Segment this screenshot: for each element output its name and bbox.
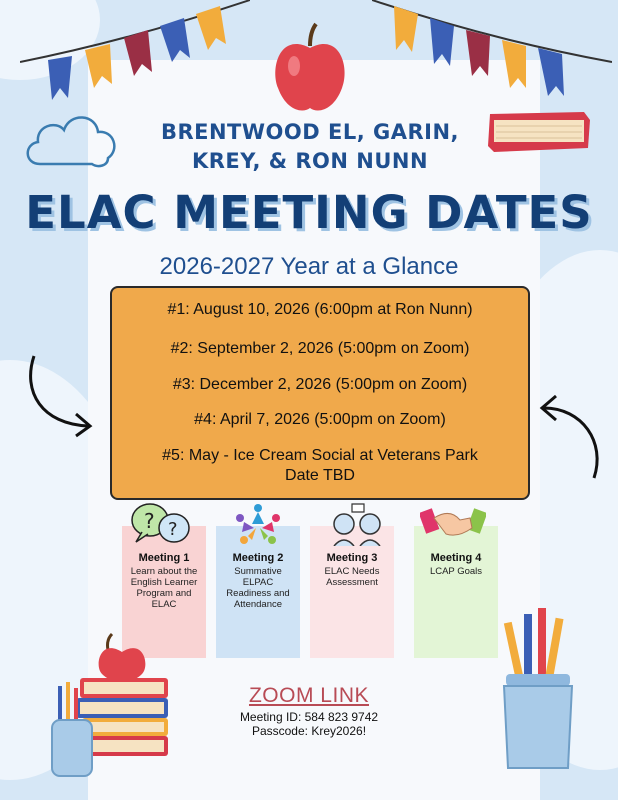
school-names xyxy=(110,118,510,176)
meeting-card-title: Meeting 2 xyxy=(232,552,284,564)
date-item-2: #2: September 2, 2026 (5:00pm on Zoom) xyxy=(170,340,470,357)
school-names-line2: KREY, & RON NUNN xyxy=(191,149,429,173)
school-names-line1: BRENTWOOD EL, GARIN, xyxy=(160,120,460,144)
page-subtitle: 2026-2027 Year at a Glance xyxy=(159,253,459,280)
bunting-right-icon xyxy=(372,0,612,110)
handshake-icon xyxy=(420,504,486,542)
question-bubbles-icon xyxy=(128,500,194,550)
meeting-id-text: Meeting ID: 584 823 9742 xyxy=(239,710,379,724)
passcode-text: Passcode: Krey2026! xyxy=(251,724,367,738)
date-item-4: #4: April 7, 2026 (5:00pm on Zoom) xyxy=(194,411,446,428)
meeting-card-desc: Learn about the English Learner Program and ELAC xyxy=(130,566,198,610)
date-item-3: #3: December 2, 2026 (5:00pm on Zoom) xyxy=(172,376,468,393)
svg-text:?: ? xyxy=(168,519,178,540)
zoom-link[interactable]: ZOOM LINK xyxy=(248,684,369,707)
arrow-right-icon xyxy=(22,352,102,442)
meeting-card-title: Meeting 4 xyxy=(430,552,482,564)
svg-text:?: ? xyxy=(144,509,155,533)
meeting-card-desc: LCAP Goals xyxy=(429,566,483,577)
bunting-left-icon xyxy=(20,0,250,110)
meeting-card-desc: ELAC Needs Assessment xyxy=(324,566,380,588)
page-title: ELAC MEETING DATES xyxy=(25,186,593,239)
people-circle-icon xyxy=(232,502,284,548)
date-item-5-note: Date TBD xyxy=(285,467,355,484)
meeting-card-desc: Summative ELPAC Readiness and Attendance xyxy=(226,566,290,610)
meeting-dates-box xyxy=(110,286,530,500)
apple-icon xyxy=(270,18,350,118)
arrow-left-icon xyxy=(532,392,606,482)
meeting-card-title: Meeting 1 xyxy=(138,552,190,564)
date-item-5: #5: May - Ice Cream Social at Veterans Park xyxy=(162,447,478,464)
two-people-chat-icon xyxy=(330,502,384,546)
cloud-icon xyxy=(22,108,122,172)
meeting-card-title: Meeting 3 xyxy=(326,552,378,564)
date-item-1: #1: August 10, 2026 (6:00pm at Ron Nunn) xyxy=(167,301,473,318)
meeting-card-4 xyxy=(414,526,498,658)
